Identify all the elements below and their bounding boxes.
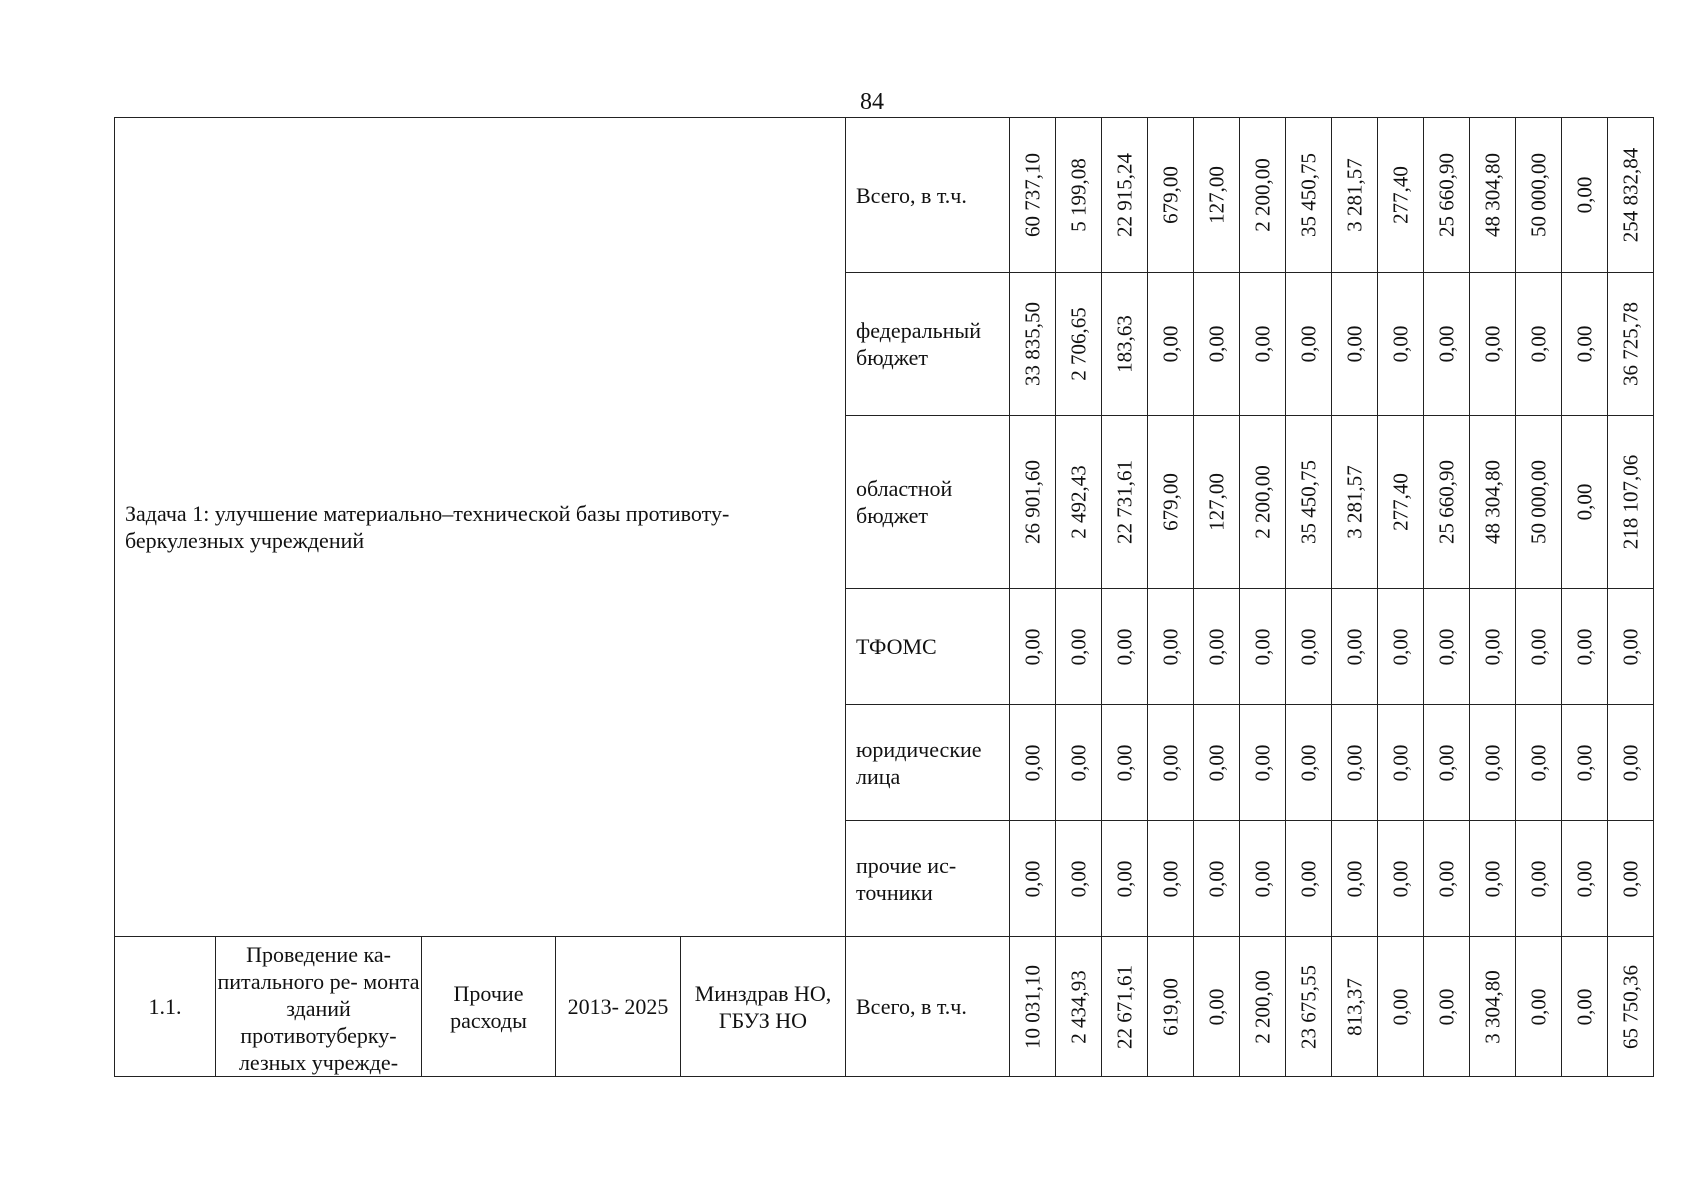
task-row-value-cell — [1056, 416, 1102, 589]
item-row-value: 23 675,55 — [1296, 964, 1320, 1049]
task-row-value-cell — [1194, 589, 1240, 705]
task-row-value: 0,00 — [1526, 628, 1550, 665]
task-row-value: 0,00 — [1296, 744, 1320, 781]
item-expense-type: Прочие расходы — [422, 937, 556, 1077]
task-row-value: 2 492,43 — [1066, 465, 1090, 539]
task-row-value-cell — [1102, 821, 1148, 937]
task-row-value: 0,00 — [1342, 628, 1366, 665]
task-row-value: 0,00 — [1158, 860, 1182, 897]
task-row-value: 0,00 — [1434, 744, 1458, 781]
task-row-value: 0,00 — [1066, 860, 1090, 897]
task-row-value: 3 281,57 — [1342, 465, 1366, 539]
task-row-value: 0,00 — [1250, 744, 1274, 781]
task-row-value: 0,00 — [1434, 628, 1458, 665]
task-row-value: 0,00 — [1434, 325, 1458, 363]
task-row-value-cell — [1608, 821, 1654, 937]
task-row-value-cell — [1102, 705, 1148, 821]
task-row-value: 0,00 — [1388, 860, 1412, 897]
task-row-value-cell — [1148, 589, 1194, 705]
task-row-value: 679,00 — [1158, 473, 1182, 531]
item-row-value-cell — [1424, 937, 1470, 1077]
task-row-value: 0,00 — [1618, 744, 1642, 781]
task-row-value-cell — [1516, 273, 1562, 416]
task-row-value: 0,00 — [1526, 860, 1550, 897]
task-row-value-cell — [1056, 118, 1102, 273]
task-row-value: 0,00 — [1250, 325, 1274, 363]
task-row-value-cell — [1148, 705, 1194, 821]
task-row-value-cell — [1056, 705, 1102, 821]
task-row-value: 50 000,00 — [1526, 460, 1550, 544]
task-row-value-cell — [1286, 273, 1332, 416]
task-row-value: 0,00 — [1158, 744, 1182, 781]
task-row-value: 0,00 — [1066, 744, 1090, 781]
task-row-value-cell — [1424, 273, 1470, 416]
task-row-value-cell — [1608, 705, 1654, 821]
task-row-value: 2 200,00 — [1250, 158, 1274, 232]
item-row-value-cell — [1148, 937, 1194, 1077]
task-row-value-cell — [1102, 273, 1148, 416]
task-row-value-cell — [1056, 821, 1102, 937]
task-row-value-cell — [1562, 589, 1608, 705]
funding-source-label: прочие ис- точники — [846, 821, 1010, 937]
task-row-value: 277,40 — [1388, 166, 1412, 224]
task-row-value-cell — [1332, 118, 1378, 273]
task-row-value: 183,63 — [1112, 315, 1136, 373]
item-row-value: 813,37 — [1342, 977, 1366, 1036]
task-row-value-cell — [1286, 416, 1332, 589]
task-row-value: 50 000,00 — [1526, 153, 1550, 237]
task-row-value-cell — [1148, 273, 1194, 416]
task-row-value: 36 725,78 — [1618, 302, 1642, 386]
task-row-value-cell — [1470, 416, 1516, 589]
task-row-value-cell — [1562, 118, 1608, 273]
task-row-value-cell — [1240, 821, 1286, 937]
task-row-value-cell — [1286, 589, 1332, 705]
task-row-value-cell — [1470, 705, 1516, 821]
item-row-value: 0,00 — [1388, 988, 1412, 1025]
task-row-value-cell — [1010, 821, 1056, 937]
item-row-value-cell — [1194, 937, 1240, 1077]
task-row-value-cell — [1194, 118, 1240, 273]
task-row-value-cell — [1240, 416, 1286, 589]
task-row-value-cell — [1516, 118, 1562, 273]
task-row-value-cell — [1378, 416, 1424, 589]
task-row-value-cell — [1608, 589, 1654, 705]
task-row-value-cell — [1148, 118, 1194, 273]
task-row-value: 679,00 — [1158, 166, 1182, 224]
task-row-value: 2 200,00 — [1250, 465, 1274, 539]
task-row-value: 218 107,06 — [1618, 454, 1642, 550]
item-row-value-cell — [1562, 937, 1608, 1077]
task-row-value-cell — [1332, 589, 1378, 705]
task-row-value-cell — [1562, 416, 1608, 589]
task-row-value-cell — [1010, 273, 1056, 416]
item-name — [216, 937, 422, 1077]
task-row-value-cell — [1286, 821, 1332, 937]
task-row-value: 0,00 — [1250, 628, 1274, 665]
item-row-value-cell — [1516, 937, 1562, 1077]
task-row-value-cell — [1148, 416, 1194, 589]
task-row-value-cell — [1516, 416, 1562, 589]
task-row-value-cell — [1194, 416, 1240, 589]
task-row-value-cell — [1562, 705, 1608, 821]
funding-source-label: ТФОМС — [846, 589, 1010, 705]
task-row-value: 0,00 — [1480, 744, 1504, 781]
task-row-value: 0,00 — [1112, 628, 1136, 665]
task-row-value: 48 304,80 — [1480, 153, 1504, 237]
task-row-value: 0,00 — [1020, 860, 1044, 897]
task-row-value-cell — [1010, 705, 1056, 821]
task-row-value: 0,00 — [1204, 744, 1228, 781]
item-row-value-cell — [1470, 937, 1516, 1077]
item-row-value-cell — [1056, 937, 1102, 1077]
task-row-value: 0,00 — [1480, 325, 1504, 363]
task-row-value-cell — [1424, 118, 1470, 273]
task-row-value: 60 737,10 — [1020, 153, 1044, 237]
task-row-value-cell — [1378, 589, 1424, 705]
item-name-text: Проведение ка- питального ре- монта зданий противотуберку- лезных учрежде- — [217, 942, 420, 1075]
funding-source-label: юридические лица — [846, 705, 1010, 821]
budget-table — [114, 117, 1654, 1077]
task-row-value: 0,00 — [1020, 628, 1044, 665]
task-row-value: 35 450,75 — [1296, 153, 1320, 237]
task-row-value: 25 660,90 — [1434, 460, 1458, 544]
item-row-value: 0,00 — [1526, 988, 1550, 1025]
task-row-value-cell — [1378, 118, 1424, 273]
task-row-value: 0,00 — [1158, 325, 1182, 363]
task-row-value: 0,00 — [1020, 744, 1044, 781]
task-row-value: 254 832,84 — [1618, 147, 1642, 243]
task-row-value: 0,00 — [1158, 628, 1182, 665]
task-row-value-cell — [1010, 416, 1056, 589]
task-row-value-cell — [1424, 416, 1470, 589]
task-row-value-cell — [1240, 118, 1286, 273]
task-row-value: 0,00 — [1250, 860, 1274, 897]
task-row-value: 0,00 — [1618, 628, 1642, 665]
task-row-value-cell — [1608, 118, 1654, 273]
item-row-value-cell — [1608, 937, 1654, 1077]
task-row-value: 0,00 — [1296, 860, 1320, 897]
task-row-value-cell — [1102, 589, 1148, 705]
item-row-value: 3 304,80 — [1480, 969, 1504, 1044]
task-row-value: 0,00 — [1296, 325, 1320, 363]
task-row-value-cell — [1608, 416, 1654, 589]
item-row-value: 619,00 — [1158, 977, 1182, 1036]
task-row-value: 33 835,50 — [1020, 302, 1044, 386]
item-funding-label: Всего, в т.ч. — [846, 937, 1010, 1077]
task-row-value-cell — [1562, 273, 1608, 416]
task-row-value: 127,00 — [1204, 166, 1228, 224]
task-row-value: 0,00 — [1204, 325, 1228, 363]
task-row-value-cell — [1562, 821, 1608, 937]
task-row-value-cell — [1424, 589, 1470, 705]
item-row-value: 10 031,10 — [1020, 964, 1044, 1049]
task-row-value-cell — [1056, 589, 1102, 705]
task-row-value-cell — [1102, 118, 1148, 273]
task-row-value: 0,00 — [1388, 744, 1412, 781]
task-row-value-cell — [1194, 821, 1240, 937]
task-row-value: 48 304,80 — [1480, 460, 1504, 544]
task-row-value: 5 199,08 — [1066, 158, 1090, 232]
task-row-value-cell — [1378, 821, 1424, 937]
task-row-value-cell — [1516, 821, 1562, 937]
task-row-value: 0,00 — [1204, 860, 1228, 897]
task-row-value: 0,00 — [1204, 628, 1228, 665]
task-row-value-cell — [1332, 416, 1378, 589]
task-row — [115, 118, 1654, 273]
task-row-value-cell — [1194, 273, 1240, 416]
task-row-value-cell — [1148, 821, 1194, 937]
item-row-value-cell — [1240, 937, 1286, 1077]
task-row-value-cell — [1010, 118, 1056, 273]
task-row-value: 0,00 — [1480, 860, 1504, 897]
item-row-value-cell — [1332, 937, 1378, 1077]
task-row-value: 0,00 — [1480, 628, 1504, 665]
item-row-value: 0,00 — [1434, 988, 1458, 1025]
item-row-value-cell — [1378, 937, 1424, 1077]
task-row-value: 25 660,90 — [1434, 153, 1458, 237]
page-number: 84 — [860, 89, 884, 115]
item-period: 2013- 2025 — [556, 937, 681, 1077]
task-row-value: 277,40 — [1388, 473, 1412, 531]
task-row-value-cell — [1516, 705, 1562, 821]
task-row-value-cell — [1424, 705, 1470, 821]
task-row-value-cell — [1470, 589, 1516, 705]
item-row — [115, 937, 1654, 1077]
task-row-value: 0,00 — [1572, 325, 1596, 363]
item-row-value: 0,00 — [1572, 988, 1596, 1025]
item-row-value: 65 750,36 — [1618, 964, 1642, 1049]
item-row-value-cell — [1102, 937, 1148, 1077]
item-row-value: 0,00 — [1204, 988, 1228, 1025]
task-row-value: 0,00 — [1526, 325, 1550, 363]
task-row-value-cell — [1194, 705, 1240, 821]
task-row-value-cell — [1470, 118, 1516, 273]
task-row-value-cell — [1240, 705, 1286, 821]
task-row-value: 26 901,60 — [1020, 460, 1044, 544]
task-row-value-cell — [1240, 273, 1286, 416]
item-row-value: 2 434,93 — [1066, 969, 1090, 1044]
task-row-value: 0,00 — [1572, 176, 1596, 214]
task-row-value: 0,00 — [1342, 744, 1366, 781]
task-row-value: 127,00 — [1204, 473, 1228, 531]
task-row-value: 0,00 — [1572, 483, 1596, 521]
task-row-value-cell — [1470, 821, 1516, 937]
task-row-value: 35 450,75 — [1296, 460, 1320, 544]
task-title: Задача 1: улучшение материально–технической базы противоту- беркулезных учреждений — [115, 118, 846, 937]
task-row-value: 0,00 — [1342, 325, 1366, 363]
task-row-value: 22 731,61 — [1112, 460, 1136, 544]
task-row-value: 0,00 — [1434, 860, 1458, 897]
task-row-value-cell — [1240, 589, 1286, 705]
task-row-value: 3 281,57 — [1342, 158, 1366, 232]
task-row-value-cell — [1378, 273, 1424, 416]
task-row-value-cell — [1332, 705, 1378, 821]
task-row-value: 0,00 — [1342, 860, 1366, 897]
task-row-value: 0,00 — [1388, 628, 1412, 665]
task-row-value: 0,00 — [1572, 744, 1596, 781]
task-row-value-cell — [1286, 118, 1332, 273]
funding-source-label: областной бюджет — [846, 416, 1010, 589]
task-row-value-cell — [1056, 273, 1102, 416]
task-row-value: 22 915,24 — [1112, 153, 1136, 237]
task-row-value-cell — [1424, 821, 1470, 937]
item-executor: Минздрав НО, ГБУЗ НО — [681, 937, 846, 1077]
task-row-value: 0,00 — [1526, 744, 1550, 781]
item-row-value-cell — [1010, 937, 1056, 1077]
task-row-value-cell — [1286, 705, 1332, 821]
task-row-value-cell — [1332, 273, 1378, 416]
task-row-value-cell — [1010, 589, 1056, 705]
task-row-value: 0,00 — [1572, 860, 1596, 897]
funding-source-label: федеральный бюджет — [846, 273, 1010, 416]
task-row-value-cell — [1608, 273, 1654, 416]
task-row-value: 0,00 — [1112, 744, 1136, 781]
task-row-value: 0,00 — [1296, 628, 1320, 665]
item-number: 1.1. — [115, 937, 216, 1077]
task-row-value-cell — [1332, 821, 1378, 937]
task-row-value-cell — [1470, 273, 1516, 416]
task-row-value-cell — [1516, 589, 1562, 705]
task-row-value-cell — [1102, 416, 1148, 589]
item-row-value: 22 671,61 — [1112, 964, 1136, 1049]
task-row-value: 0,00 — [1388, 325, 1412, 363]
task-row-value: 0,00 — [1572, 628, 1596, 665]
task-row-value: 0,00 — [1112, 860, 1136, 897]
item-row-value: 2 200,00 — [1250, 969, 1274, 1044]
task-row-value: 0,00 — [1066, 628, 1090, 665]
item-row-value-cell — [1286, 937, 1332, 1077]
task-row-value: 0,00 — [1618, 860, 1642, 897]
funding-source-label: Всего, в т.ч. — [846, 118, 1010, 273]
task-row-value-cell — [1378, 705, 1424, 821]
task-row-value: 2 706,65 — [1066, 307, 1090, 381]
